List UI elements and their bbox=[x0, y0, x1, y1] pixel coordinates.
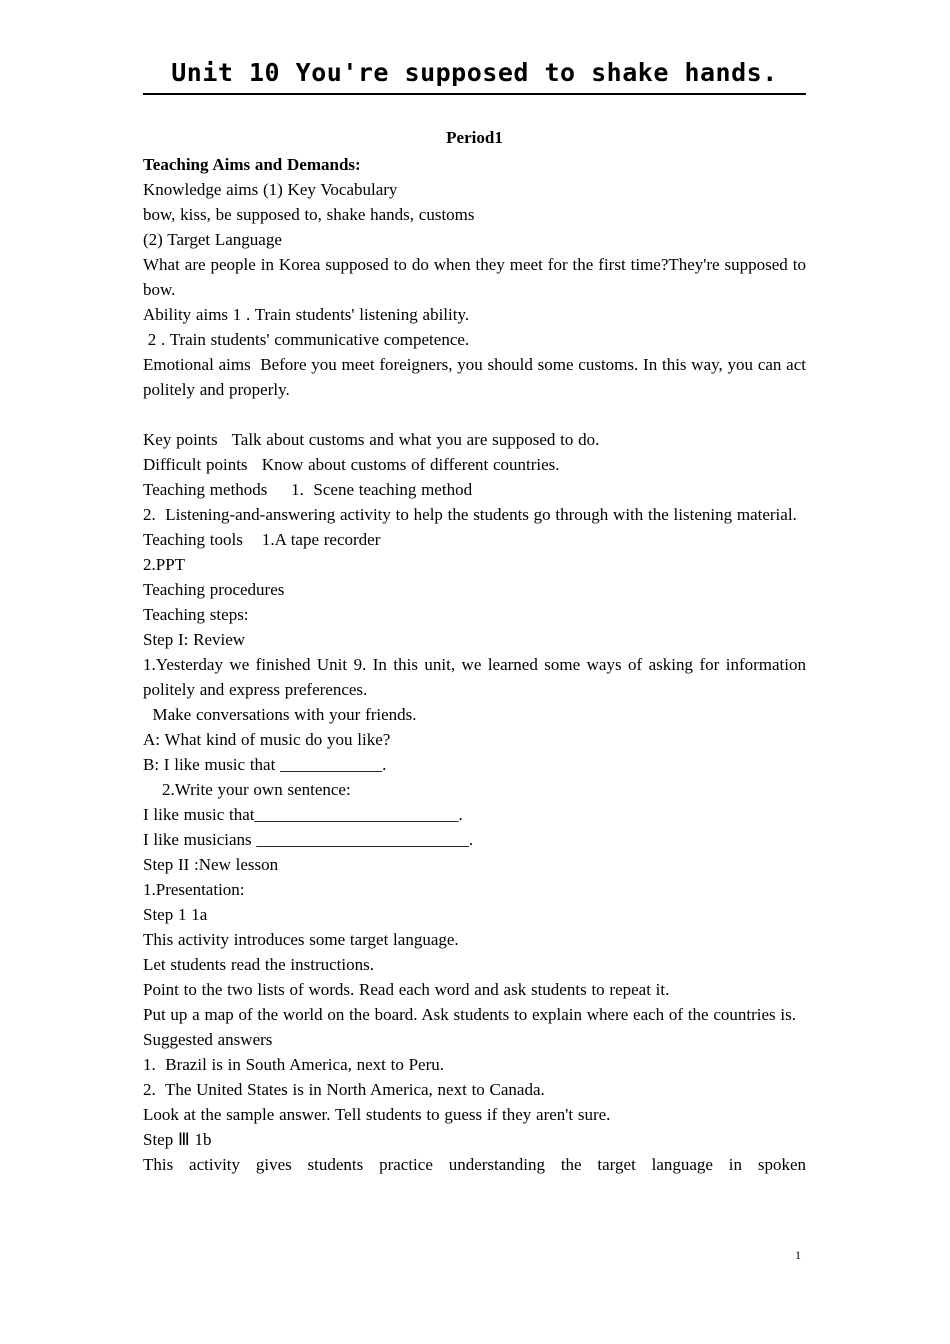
paragraph: A: What kind of music do you like? bbox=[143, 730, 391, 749]
paragraph: 2.Write your own sentence: bbox=[143, 780, 351, 799]
paragraph: Teaching steps: bbox=[143, 605, 249, 624]
paragraph: Point to the two lists of words. Read each word and ask students to repeat it. bbox=[143, 980, 670, 999]
paragraph: Difficult points Know about customs of different countries. bbox=[143, 455, 560, 474]
document-body bbox=[143, 152, 811, 1177]
paragraph: Make conversations with your friends. bbox=[143, 705, 417, 724]
paragraph: 1.Presentation: bbox=[143, 880, 245, 899]
paragraph: Teaching methods 1. Scene teaching method bbox=[143, 480, 473, 499]
paragraph: 2. The United States is in North America, next to Canada. bbox=[143, 1080, 545, 1099]
paragraph: This activity introduces some target language. bbox=[143, 930, 459, 949]
document-content bbox=[143, 58, 811, 1177]
document-title: Unit 10 You're supposed to shake hands. bbox=[143, 58, 806, 95]
paragraph: Step II :New lesson bbox=[143, 855, 279, 874]
paragraph: 1.Yesterday we finished Unit 9. In this unit, we learned some ways of asking for information politely and express preferences. bbox=[143, 655, 811, 699]
paragraph: I like musicians _________________________. bbox=[143, 830, 474, 849]
section-heading-period1: Period1 bbox=[446, 128, 503, 147]
paragraph: Look at the sample answer. Tell students to guess if they aren't sure. bbox=[143, 1105, 611, 1124]
paragraph: Step Ⅲ 1b bbox=[143, 1130, 212, 1149]
paragraph: bow, kiss, be supposed to, shake hands, customs bbox=[143, 205, 475, 224]
paragraph: Suggested answers bbox=[143, 1030, 273, 1049]
teaching-aims-heading: Teaching Aims and Demands: bbox=[143, 155, 361, 174]
paragraph: Let students read the instructions. bbox=[143, 955, 374, 974]
paragraph: Teaching tools 1.A tape recorder bbox=[143, 530, 381, 549]
paragraph: Ability aims 1 . Train students' listening ability. bbox=[143, 305, 470, 324]
paragraph: Put up a map of the world on the board. Ask students to explain where each of the countries is. bbox=[143, 1005, 796, 1024]
blank-line bbox=[143, 402, 806, 427]
paragraph: 1. Brazil is in South America, next to Peru. bbox=[143, 1055, 445, 1074]
paragraph: Key points Talk about customs and what you are supposed to do. bbox=[143, 430, 600, 449]
paragraph: 2.PPT bbox=[143, 555, 186, 574]
paragraph: B: I like music that ____________. bbox=[143, 755, 387, 774]
paragraph: Emotional aims Before you meet foreigners, you should some customs. In this way, you can act politely and properly. bbox=[143, 355, 811, 399]
paragraph: What are people in Korea supposed to do when they meet for the first time?They're supposed to bow. bbox=[143, 255, 811, 299]
paragraph: This activity gives students practice understanding the target language in spoken bbox=[143, 1155, 806, 1174]
page-number: 1 bbox=[795, 1248, 801, 1262]
paragraph: I like music that________________________. bbox=[143, 805, 463, 824]
paragraph: Teaching procedures bbox=[143, 580, 285, 599]
paragraph: Knowledge aims (1) Key Vocabulary bbox=[143, 180, 398, 199]
paragraph: (2) Target Language bbox=[143, 230, 282, 249]
paragraph: Step 1 1a bbox=[143, 905, 208, 924]
paragraph: Step I: Review bbox=[143, 630, 246, 649]
paragraph: 2 . Train students' communicative competence. bbox=[143, 330, 470, 349]
paragraph: 2. Listening-and-answering activity to help the students go through with the listening material. bbox=[143, 505, 797, 524]
